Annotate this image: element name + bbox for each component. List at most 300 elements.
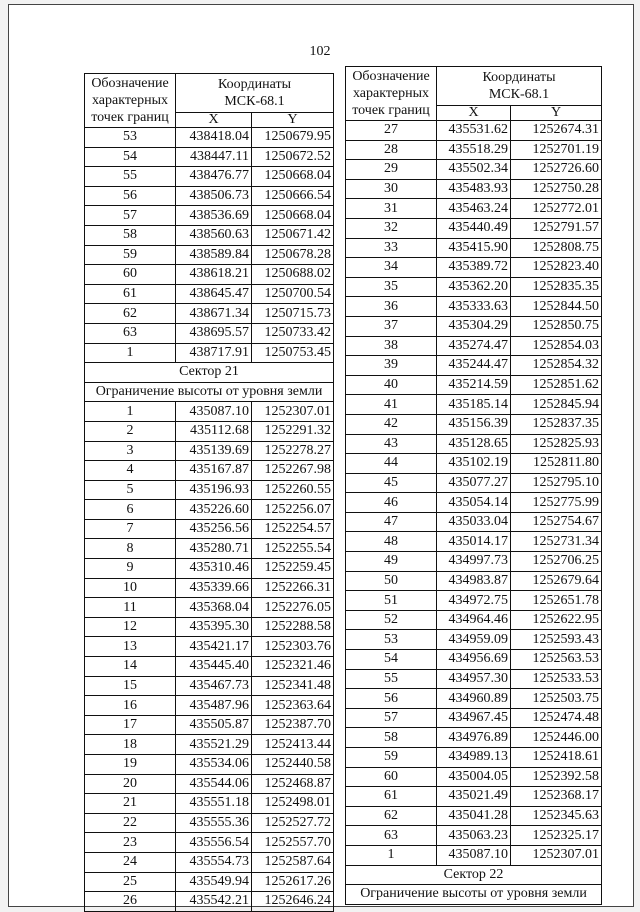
point-id-cell: 33 <box>346 238 437 258</box>
x-coordinate-cell: 438418.04 <box>176 128 252 148</box>
table-row <box>346 845 602 865</box>
y-coordinate-cell: 1252825.93 <box>511 434 602 454</box>
point-id-cell: 41 <box>346 395 437 415</box>
x-coordinate-cell: 435280.71 <box>176 539 252 559</box>
table-row <box>85 578 334 598</box>
point-id-cell: 43 <box>346 434 437 454</box>
table-row <box>85 480 334 500</box>
table-row <box>85 304 334 324</box>
point-id-cell: 25 <box>85 872 176 892</box>
table-row <box>346 277 602 297</box>
y-coordinate-cell: 1252811.80 <box>511 454 602 474</box>
table-row <box>85 421 334 441</box>
y-coordinate-cell: 1252726.60 <box>511 160 602 180</box>
x-coordinate-cell: 435087.10 <box>437 845 511 865</box>
point-id-cell: 62 <box>346 806 437 826</box>
point-id-cell: 26 <box>85 892 176 912</box>
x-coordinate-cell: 435112.68 <box>176 421 252 441</box>
table-row <box>346 748 602 768</box>
table-row <box>346 238 602 258</box>
y-coordinate-cell: 1252731.34 <box>511 532 602 552</box>
x-coordinate-cell: 435556.54 <box>176 833 252 853</box>
y-coordinate-cell: 1252845.94 <box>511 395 602 415</box>
table-row <box>346 258 602 278</box>
table-row <box>346 669 602 689</box>
point-id-cell: 46 <box>346 493 437 513</box>
y-coordinate-cell: 1250688.02 <box>252 265 334 285</box>
x-coordinate-cell: 434997.73 <box>437 552 511 572</box>
y-coordinate-cell: 1252706.25 <box>511 552 602 572</box>
y-coordinate-cell: 1252617.26 <box>252 872 334 892</box>
table-row <box>85 402 334 422</box>
x-coordinate-cell: 435304.29 <box>437 316 511 336</box>
point-id-cell: 62 <box>85 304 176 324</box>
table-row <box>346 473 602 493</box>
point-id-cell: 45 <box>346 473 437 493</box>
table-row <box>85 774 334 794</box>
table-row <box>346 826 602 846</box>
table-row <box>346 316 602 336</box>
table-row <box>85 323 334 343</box>
point-id-cell: 16 <box>85 696 176 716</box>
y-coordinate-cell: 1252854.32 <box>511 356 602 376</box>
x-coordinate-cell: 435521.29 <box>176 735 252 755</box>
point-id-cell: 12 <box>85 617 176 637</box>
table-row <box>85 755 334 775</box>
header-point-designation: Обозначение характерных точек границ <box>346 67 437 121</box>
point-id-cell: 8 <box>85 539 176 559</box>
point-id-cell: 24 <box>85 852 176 872</box>
table-row <box>85 245 334 265</box>
coordinates-table-right <box>345 66 602 905</box>
table-row <box>85 500 334 520</box>
section-row <box>346 885 602 905</box>
table-row <box>85 637 334 657</box>
x-coordinate-cell: 438717.91 <box>176 343 252 363</box>
x-coordinate-cell: 435339.66 <box>176 578 252 598</box>
point-id-cell: 15 <box>85 676 176 696</box>
table-row <box>346 121 602 141</box>
table-row <box>346 140 602 160</box>
section-label: Ограничение высоты от уровня земли <box>346 885 602 905</box>
x-coordinate-cell: 435531.62 <box>437 121 511 141</box>
header-y: Y <box>252 113 334 128</box>
header-y: Y <box>511 106 602 121</box>
x-coordinate-cell: 435542.21 <box>176 892 252 912</box>
x-coordinate-cell: 438560.63 <box>176 225 252 245</box>
point-id-cell: 37 <box>346 316 437 336</box>
y-coordinate-cell: 1252440.58 <box>252 755 334 775</box>
y-coordinate-cell: 1252775.99 <box>511 493 602 513</box>
x-coordinate-cell: 434967.45 <box>437 708 511 728</box>
x-coordinate-cell: 434976.89 <box>437 728 511 748</box>
y-coordinate-cell: 1252622.95 <box>511 610 602 630</box>
x-coordinate-cell: 435226.60 <box>176 500 252 520</box>
y-coordinate-cell: 1250733.42 <box>252 323 334 343</box>
point-id-cell: 21 <box>85 794 176 814</box>
y-coordinate-cell: 1252341.48 <box>252 676 334 696</box>
point-id-cell: 29 <box>346 160 437 180</box>
x-coordinate-cell: 435004.05 <box>437 767 511 787</box>
y-coordinate-cell: 1252651.78 <box>511 591 602 611</box>
x-coordinate-cell: 435483.93 <box>437 179 511 199</box>
table-row <box>346 336 602 356</box>
x-coordinate-cell: 435014.17 <box>437 532 511 552</box>
y-coordinate-cell: 1252363.64 <box>252 696 334 716</box>
x-coordinate-cell: 435167.87 <box>176 461 252 481</box>
x-coordinate-cell: 434956.69 <box>437 650 511 670</box>
x-coordinate-cell: 435054.14 <box>437 493 511 513</box>
section-label: Ограничение высоты от уровня земли <box>85 382 334 402</box>
section-label: Сектор 22 <box>346 865 602 885</box>
y-coordinate-cell: 1252557.70 <box>252 833 334 853</box>
header-coordinates: Координаты МСК-68.1 <box>437 67 602 106</box>
x-coordinate-cell: 435368.04 <box>176 598 252 618</box>
point-id-cell: 32 <box>346 218 437 238</box>
table-row <box>346 395 602 415</box>
table-row <box>85 813 334 833</box>
point-id-cell: 63 <box>85 323 176 343</box>
y-coordinate-cell: 1252563.53 <box>511 650 602 670</box>
y-coordinate-cell: 1252418.61 <box>511 748 602 768</box>
y-coordinate-cell: 1252646.24 <box>252 892 334 912</box>
point-id-cell: 1 <box>85 402 176 422</box>
y-coordinate-cell: 1252808.75 <box>511 238 602 258</box>
x-coordinate-cell: 435534.06 <box>176 755 252 775</box>
y-coordinate-cell: 1252278.27 <box>252 441 334 461</box>
y-coordinate-cell: 1252593.43 <box>511 630 602 650</box>
x-coordinate-cell: 435214.59 <box>437 375 511 395</box>
y-coordinate-cell: 1252772.01 <box>511 199 602 219</box>
header-coordinates: Координаты МСК-68.1 <box>176 74 334 113</box>
table-row <box>85 539 334 559</box>
table-row <box>85 167 334 187</box>
section-row <box>346 865 602 885</box>
table-row <box>346 591 602 611</box>
point-id-cell: 44 <box>346 454 437 474</box>
table-row <box>346 532 602 552</box>
header-x: X <box>176 113 252 128</box>
x-coordinate-cell: 435139.69 <box>176 441 252 461</box>
point-id-cell: 4 <box>85 461 176 481</box>
y-coordinate-cell: 1252345.63 <box>511 806 602 826</box>
table-row <box>85 343 334 363</box>
x-coordinate-cell: 438506.73 <box>176 186 252 206</box>
x-coordinate-cell: 434989.13 <box>437 748 511 768</box>
y-coordinate-cell: 1252259.45 <box>252 559 334 579</box>
point-id-cell: 28 <box>346 140 437 160</box>
x-coordinate-cell: 435128.65 <box>437 434 511 454</box>
table-row <box>346 728 602 748</box>
y-coordinate-cell: 1252837.35 <box>511 414 602 434</box>
x-coordinate-cell: 435463.24 <box>437 199 511 219</box>
table-row <box>346 650 602 670</box>
table-row <box>85 265 334 285</box>
y-coordinate-cell: 1252851.62 <box>511 375 602 395</box>
y-coordinate-cell: 1252267.98 <box>252 461 334 481</box>
point-id-cell: 48 <box>346 532 437 552</box>
y-coordinate-cell: 1252325.17 <box>511 826 602 846</box>
x-coordinate-cell: 438536.69 <box>176 206 252 226</box>
table-row <box>85 852 334 872</box>
table-row <box>85 892 334 912</box>
y-coordinate-cell: 1252387.70 <box>252 715 334 735</box>
y-coordinate-cell: 1252674.31 <box>511 121 602 141</box>
y-coordinate-cell: 1252291.32 <box>252 421 334 441</box>
x-coordinate-cell: 438645.47 <box>176 284 252 304</box>
point-id-cell: 22 <box>85 813 176 833</box>
y-coordinate-cell: 1252750.28 <box>511 179 602 199</box>
section-row <box>85 363 334 383</box>
y-coordinate-cell: 1250753.45 <box>252 343 334 363</box>
x-coordinate-cell: 435310.46 <box>176 559 252 579</box>
table-row <box>346 571 602 591</box>
x-coordinate-cell: 435555.36 <box>176 813 252 833</box>
table-row <box>85 715 334 735</box>
point-id-cell: 34 <box>346 258 437 278</box>
y-coordinate-cell: 1252254.57 <box>252 519 334 539</box>
point-id-cell: 10 <box>85 578 176 598</box>
table-row <box>85 735 334 755</box>
point-id-cell: 11 <box>85 598 176 618</box>
point-id-cell: 59 <box>85 245 176 265</box>
y-coordinate-cell: 1250666.54 <box>252 186 334 206</box>
y-coordinate-cell: 1250671.42 <box>252 225 334 245</box>
x-coordinate-cell: 435518.29 <box>437 140 511 160</box>
point-id-cell: 3 <box>85 441 176 461</box>
point-id-cell: 49 <box>346 552 437 572</box>
point-id-cell: 53 <box>346 630 437 650</box>
y-coordinate-cell: 1252854.03 <box>511 336 602 356</box>
point-id-cell: 58 <box>85 225 176 245</box>
y-coordinate-cell: 1252503.75 <box>511 689 602 709</box>
x-coordinate-cell: 435467.73 <box>176 676 252 696</box>
x-coordinate-cell: 434972.75 <box>437 591 511 611</box>
y-coordinate-cell: 1252835.35 <box>511 277 602 297</box>
point-id-cell: 18 <box>85 735 176 755</box>
y-coordinate-cell: 1252468.87 <box>252 774 334 794</box>
x-coordinate-cell: 435274.47 <box>437 336 511 356</box>
x-coordinate-cell: 435415.90 <box>437 238 511 258</box>
point-id-cell: 51 <box>346 591 437 611</box>
table-row <box>85 657 334 677</box>
table-row <box>85 833 334 853</box>
table-row <box>346 610 602 630</box>
y-coordinate-cell: 1252474.48 <box>511 708 602 728</box>
table-row <box>85 696 334 716</box>
point-id-cell: 55 <box>346 669 437 689</box>
x-coordinate-cell: 438618.21 <box>176 265 252 285</box>
table-row <box>346 767 602 787</box>
point-id-cell: 56 <box>346 689 437 709</box>
point-id-cell: 5 <box>85 480 176 500</box>
x-coordinate-cell: 435156.39 <box>437 414 511 434</box>
y-coordinate-cell: 1250678.28 <box>252 245 334 265</box>
table-row <box>346 297 602 317</box>
x-coordinate-cell: 434983.87 <box>437 571 511 591</box>
point-id-cell: 20 <box>85 774 176 794</box>
point-id-cell: 61 <box>346 787 437 807</box>
header-point-designation: Обозначение характерных точек границ <box>85 74 176 128</box>
point-id-cell: 57 <box>85 206 176 226</box>
y-coordinate-cell: 1252850.75 <box>511 316 602 336</box>
y-coordinate-cell: 1252587.64 <box>252 852 334 872</box>
x-coordinate-cell: 435421.17 <box>176 637 252 657</box>
x-coordinate-cell: 438671.34 <box>176 304 252 324</box>
point-id-cell: 30 <box>346 179 437 199</box>
x-coordinate-cell: 435333.63 <box>437 297 511 317</box>
x-coordinate-cell: 435362.20 <box>437 277 511 297</box>
point-id-cell: 1 <box>346 845 437 865</box>
y-coordinate-cell: 1252266.31 <box>252 578 334 598</box>
table-row <box>85 519 334 539</box>
x-coordinate-cell: 435551.18 <box>176 794 252 814</box>
table-row <box>85 147 334 167</box>
point-id-cell: 63 <box>346 826 437 846</box>
point-id-cell: 60 <box>85 265 176 285</box>
coordinates-table-left <box>84 73 334 912</box>
point-id-cell: 14 <box>85 657 176 677</box>
y-coordinate-cell: 1252527.72 <box>252 813 334 833</box>
y-coordinate-cell: 1252307.01 <box>511 845 602 865</box>
y-coordinate-cell: 1250672.52 <box>252 147 334 167</box>
table-row <box>85 598 334 618</box>
y-coordinate-cell: 1252392.58 <box>511 767 602 787</box>
table-row <box>85 284 334 304</box>
table-row <box>85 461 334 481</box>
y-coordinate-cell: 1252823.40 <box>511 258 602 278</box>
x-coordinate-cell: 435063.23 <box>437 826 511 846</box>
x-coordinate-cell: 435185.14 <box>437 395 511 415</box>
x-coordinate-cell: 435554.73 <box>176 852 252 872</box>
table-row <box>346 512 602 532</box>
point-id-cell: 13 <box>85 637 176 657</box>
point-id-cell: 40 <box>346 375 437 395</box>
y-coordinate-cell: 1250715.73 <box>252 304 334 324</box>
point-id-cell: 31 <box>346 199 437 219</box>
x-coordinate-cell: 435102.19 <box>437 454 511 474</box>
point-id-cell: 52 <box>346 610 437 630</box>
point-id-cell: 42 <box>346 414 437 434</box>
point-id-cell: 39 <box>346 356 437 376</box>
y-coordinate-cell: 1252413.44 <box>252 735 334 755</box>
y-coordinate-cell: 1252754.67 <box>511 512 602 532</box>
y-coordinate-cell: 1252260.55 <box>252 480 334 500</box>
point-id-cell: 17 <box>85 715 176 735</box>
x-coordinate-cell: 435021.49 <box>437 787 511 807</box>
point-id-cell: 47 <box>346 512 437 532</box>
x-coordinate-cell: 435087.10 <box>176 402 252 422</box>
table-row <box>346 787 602 807</box>
x-coordinate-cell: 435244.47 <box>437 356 511 376</box>
x-coordinate-cell: 438695.57 <box>176 323 252 343</box>
point-id-cell: 35 <box>346 277 437 297</box>
x-coordinate-cell: 434957.30 <box>437 669 511 689</box>
page-number: 102 <box>309 44 331 59</box>
table-row <box>85 186 334 206</box>
x-coordinate-cell: 435549.94 <box>176 872 252 892</box>
x-coordinate-cell: 435487.96 <box>176 696 252 716</box>
table-row <box>85 872 334 892</box>
point-id-cell: 57 <box>346 708 437 728</box>
y-coordinate-cell: 1252256.07 <box>252 500 334 520</box>
point-id-cell: 2 <box>85 421 176 441</box>
y-coordinate-cell: 1252368.17 <box>511 787 602 807</box>
x-coordinate-cell: 434964.46 <box>437 610 511 630</box>
y-coordinate-cell: 1250700.54 <box>252 284 334 304</box>
table-row <box>346 552 602 572</box>
y-coordinate-cell: 1252446.00 <box>511 728 602 748</box>
x-coordinate-cell: 434960.89 <box>437 689 511 709</box>
y-coordinate-cell: 1250679.95 <box>252 128 334 148</box>
point-id-cell: 54 <box>346 650 437 670</box>
y-coordinate-cell: 1252321.46 <box>252 657 334 677</box>
table-row <box>346 708 602 728</box>
y-coordinate-cell: 1250668.04 <box>252 206 334 226</box>
y-coordinate-cell: 1252303.76 <box>252 637 334 657</box>
point-id-cell: 7 <box>85 519 176 539</box>
table-row <box>346 375 602 395</box>
y-coordinate-cell: 1252795.10 <box>511 473 602 493</box>
table-row <box>85 559 334 579</box>
table-row <box>346 454 602 474</box>
table-row <box>85 225 334 245</box>
x-coordinate-cell: 435041.28 <box>437 806 511 826</box>
y-coordinate-cell: 1252276.05 <box>252 598 334 618</box>
x-coordinate-cell: 435389.72 <box>437 258 511 278</box>
y-coordinate-cell: 1252255.54 <box>252 539 334 559</box>
point-id-cell: 1 <box>85 343 176 363</box>
x-coordinate-cell: 435505.87 <box>176 715 252 735</box>
table-row <box>346 434 602 454</box>
table-row <box>85 206 334 226</box>
x-coordinate-cell: 438447.11 <box>176 147 252 167</box>
y-coordinate-cell: 1252701.19 <box>511 140 602 160</box>
y-coordinate-cell: 1252498.01 <box>252 794 334 814</box>
table-row <box>346 630 602 650</box>
x-coordinate-cell: 435544.06 <box>176 774 252 794</box>
y-coordinate-cell: 1252679.64 <box>511 571 602 591</box>
x-coordinate-cell: 438476.77 <box>176 167 252 187</box>
y-coordinate-cell: 1252307.01 <box>252 402 334 422</box>
point-id-cell: 55 <box>85 167 176 187</box>
point-id-cell: 9 <box>85 559 176 579</box>
y-coordinate-cell: 1252791.57 <box>511 218 602 238</box>
point-id-cell: 38 <box>346 336 437 356</box>
point-id-cell: 60 <box>346 767 437 787</box>
point-id-cell: 58 <box>346 728 437 748</box>
y-coordinate-cell: 1250668.04 <box>252 167 334 187</box>
x-coordinate-cell: 435445.40 <box>176 657 252 677</box>
y-coordinate-cell: 1252288.58 <box>252 617 334 637</box>
point-id-cell: 50 <box>346 571 437 591</box>
point-id-cell: 59 <box>346 748 437 768</box>
point-id-cell: 19 <box>85 755 176 775</box>
table-row <box>85 617 334 637</box>
point-id-cell: 27 <box>346 121 437 141</box>
x-coordinate-cell: 434959.09 <box>437 630 511 650</box>
point-id-cell: 56 <box>85 186 176 206</box>
table-row <box>346 218 602 238</box>
point-id-cell: 61 <box>85 284 176 304</box>
header-x: X <box>437 106 511 121</box>
x-coordinate-cell: 435077.27 <box>437 473 511 493</box>
table-row <box>85 128 334 148</box>
table-row <box>346 493 602 513</box>
point-id-cell: 23 <box>85 833 176 853</box>
table-row <box>85 794 334 814</box>
table-row <box>346 806 602 826</box>
